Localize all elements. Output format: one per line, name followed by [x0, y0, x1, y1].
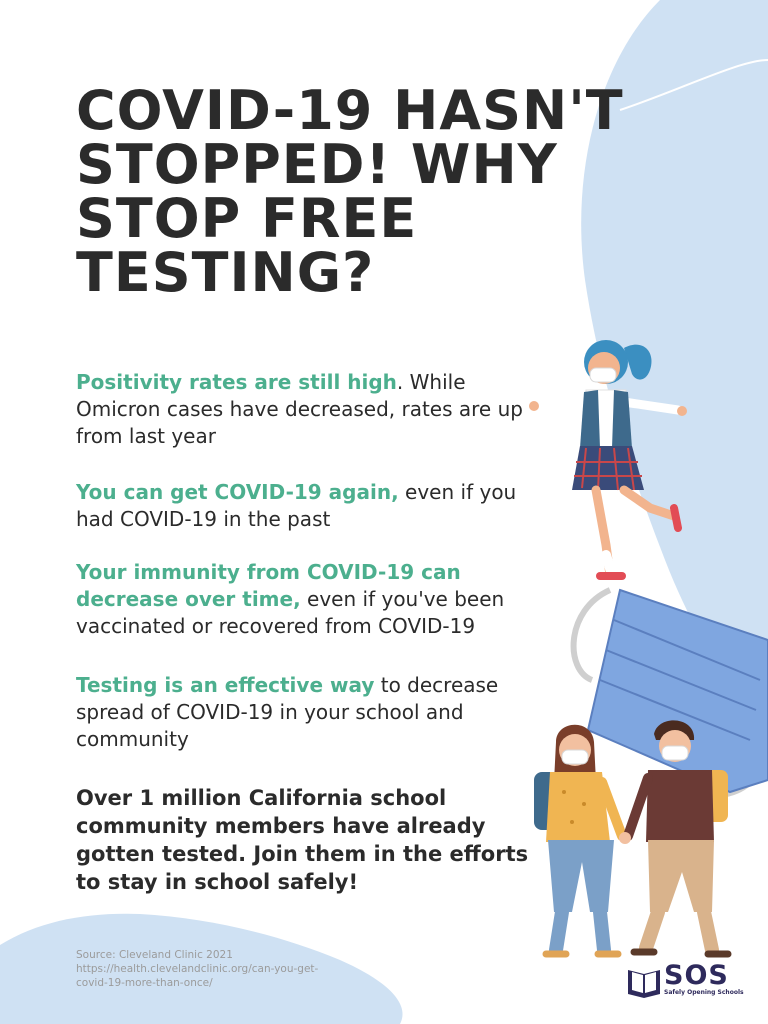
point-positivity-highlight: Positivity rates are still high: [76, 370, 397, 394]
girl-skipping-illustration: [528, 330, 698, 585]
point-testing-text: to decrease spread of COVID-19 in your school and community: [76, 673, 499, 751]
source-citation: [76, 948, 396, 990]
source-url-line-1: https://health.clevelandclinic.org/can-you-get-: [76, 963, 319, 975]
source-line-1: Source: Cleveland Clinic 2021: [76, 949, 233, 961]
poster-title: [76, 79, 636, 304]
sos-logo: [626, 962, 742, 1000]
point-immunity: [76, 559, 536, 640]
point-testing: [76, 672, 536, 753]
point-immunity-highlight: Your immunity from COVID-19 can decrease over time,: [76, 560, 461, 611]
point-reinfection-text: even if you had COVID-19 in the past: [76, 480, 517, 531]
point-reinfection: [76, 479, 536, 533]
logo-tagline: Safely Opening Schools: [664, 989, 744, 996]
title-line-3: STOP FREE: [76, 187, 418, 250]
source-url-line-2: covid-19-more-than-once/: [76, 977, 213, 989]
book-icon: [626, 962, 662, 998]
closing-statement: Over 1 million California school community members have already gotten tested. Join them in the efforts to stay in school safely!: [76, 786, 529, 894]
point-positivity: [76, 369, 536, 450]
students-walking-illustration: [528, 712, 748, 964]
point-reinfection-highlight: You can get COVID-19 again,: [76, 480, 399, 504]
title-line-1: COVID-19 HASN'T: [76, 79, 624, 142]
title-line-2: STOPPED! WHY: [76, 133, 558, 196]
point-positivity-text: . While Omicron cases have decreased, rates are up from last year: [76, 370, 523, 448]
point-testing-highlight: Testing is an effective way: [76, 673, 375, 697]
title-line-4: TESTING?: [76, 241, 375, 304]
point-immunity-text: even if you've been vaccinated or recovered from COVID-19: [76, 587, 505, 638]
logo-name: SOS: [664, 960, 729, 991]
